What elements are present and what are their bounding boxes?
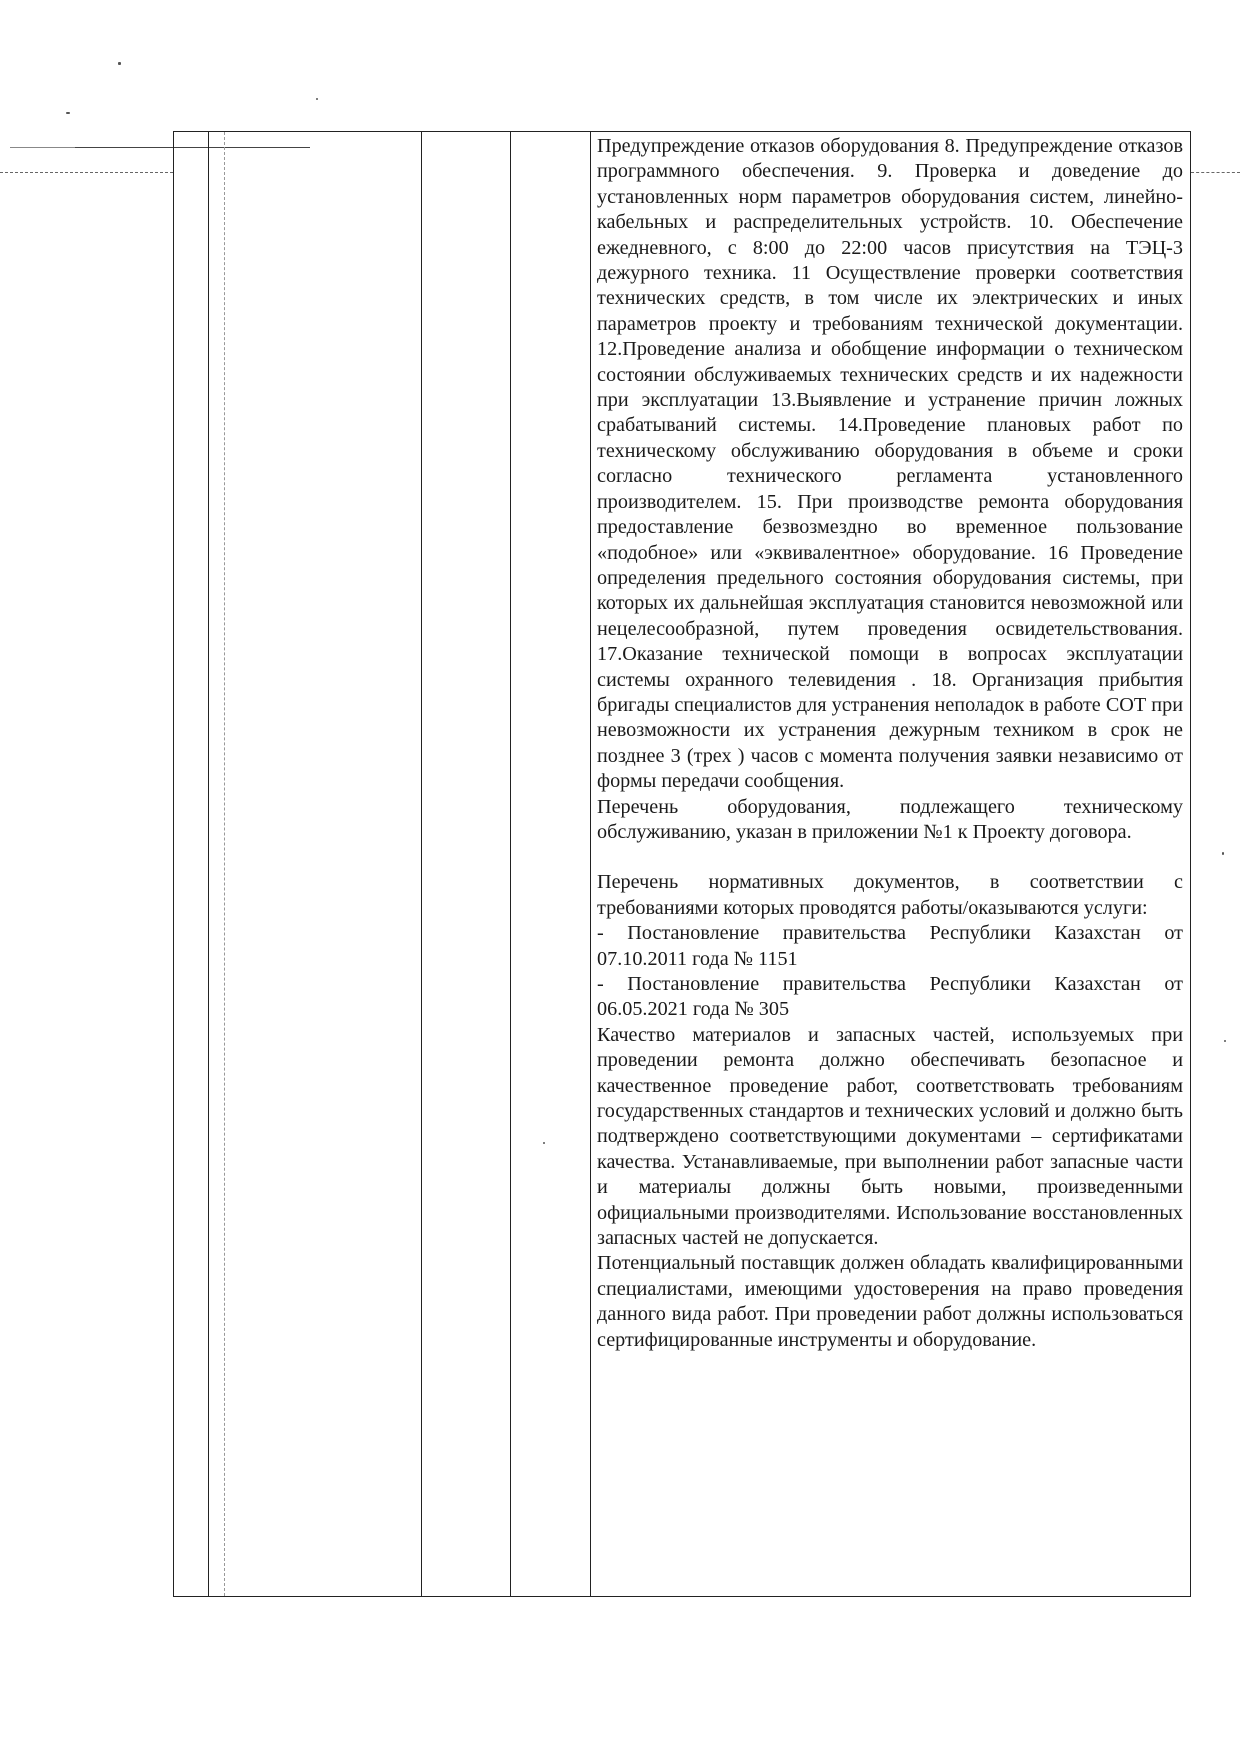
requirements-table — [173, 131, 1191, 1597]
column-divider — [510, 132, 511, 1596]
column-divider — [224, 132, 225, 1596]
scan-speck — [1224, 1040, 1226, 1042]
regulation-item: - Постановление правительства Республики Казахстан от 06.05.2021 года № 305 — [597, 973, 1183, 1021]
scan-line — [0, 172, 173, 173]
normative-docs-paragraph: Перечень нормативных документов, в соответствии с требованиями которых проводятся работы/оказываются услуги: — [597, 871, 1183, 919]
regulation-item: - Постановление правительства Республики Казахстан от 07.10.2011 года № 1151 — [597, 922, 1183, 970]
description-cell — [597, 134, 1183, 1353]
column-divider — [208, 132, 209, 1596]
column-divider — [421, 132, 422, 1596]
scan-speck — [66, 112, 70, 114]
column-divider — [590, 132, 591, 1596]
scan-speck — [1222, 852, 1224, 855]
materials-quality-paragraph: Качество материалов и запасных частей, используемых при проведении ремонта должно обеспечивать безопасное и качественное проведение работ, соответствовать требованиям государственных стандартов и технических условий и должно быть подтверждено соответствующими документами – сертификатами качества. Устанавливаемые, при выполнении работ запасные части и материалы должны быть новыми, произведенными официальными производителями. Использование восстановленных запасных частей не допускается. — [597, 1023, 1183, 1250]
scan-speck — [118, 62, 121, 65]
equipment-list-paragraph: Перечень оборудования, подлежащего техническому обслуживанию, указан в приложении №1 к Проекту договора. — [597, 795, 1183, 843]
work-list-paragraph: Предупреждение отказов оборудования 8. Предупреждение отказов программного обеспечения. 9. Проверка и доведение до установленных норм параметров оборудования систем, линейно-кабельных и распределительных устройств. 10. Обеспечение ежедневного, с 8:00 до 22:00 часов присутствия на ТЭЦ-3 дежурного техника. 11 Осуществление проверки соответствия технических средств, в том числе их электрических и иных параметров проекту и требованиям технической документации. 12.Проведение анализа и обобщение информации о техническом состоянии обслуживаемых технических средств и их надежности при эксплуатации 13.Выявление и устранение причин ложных срабатываний системы. 14.Проведение плановых работ по техническому обслуживанию оборудования в объеме и сроки согласно технического регламента установленного производителем. 15. При производстве ремонта оборудования предоставление безвозмездно во временное пользование «подобное» или «эквивалентное» оборудование. 16 Проведение определения предельного состояния оборудования системы, при которых их дальнейшая эксплуатация становится невозможной или нецелесообразной, путем проведения освидетельствования. 17.Оказание технической помощи в вопросах эксплуатации системы охранного телевидения . 18. Организация прибытия бригады специалистов для устранения неполадок в работе СОТ при невозможности их устранения дежурным техником в срок не позднее 3 (трех ) часов с момента получения заявки независимо от формы передачи сообщения. — [597, 135, 1183, 793]
scan-speck — [316, 98, 318, 100]
supplier-requirements-paragraph: Потенциальный поставщик должен обладать квалифицированными специалистами, имеющими удостоверения на право проведения данного вида работ. При проведении работ должны использоваться сертифицированные инструменты и оборудование. — [597, 1252, 1183, 1351]
scan-line — [1191, 172, 1240, 173]
